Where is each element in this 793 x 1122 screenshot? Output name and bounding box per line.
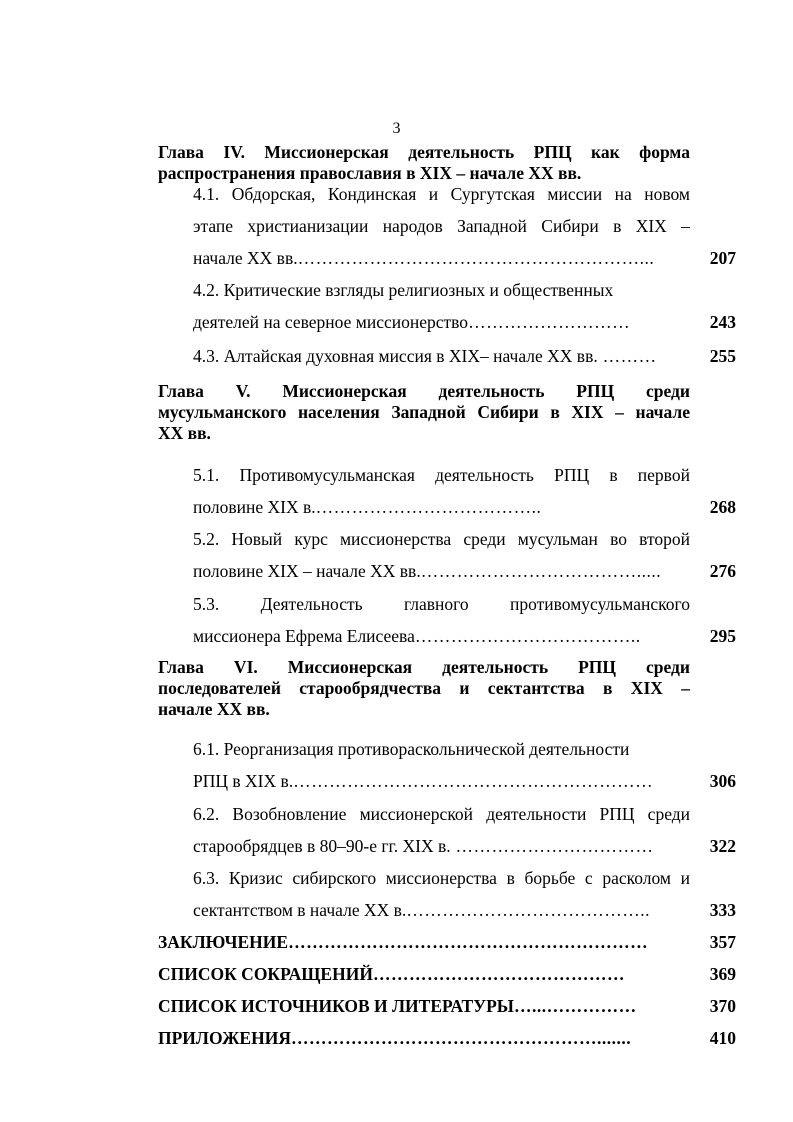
word: новом (644, 184, 690, 204)
section-4-3-page: 255 (709, 346, 736, 366)
leader-dots: …………………………………………………… (293, 771, 654, 791)
section-4-2-line-2: деятелей на северное миссионерство (193, 312, 469, 332)
chapter-6-title-line-2: последователей старообрядчества и сектантства в XIX – (158, 678, 690, 698)
section-5-3-line-2: миссионера Ефрема Елисеева (193, 626, 415, 646)
word: XIX (635, 216, 667, 236)
word: миссии (547, 184, 603, 204)
leader-dots: ……………………………………………....... (290, 1028, 632, 1048)
word: во (610, 529, 627, 549)
section-5-2-line-2: половине XIX – начале XX вв. (193, 561, 421, 581)
conclusion-page: 357 (709, 932, 736, 952)
word: второй (639, 529, 690, 549)
section-5-1-entry[interactable] (193, 496, 688, 518)
section-4-1-line-3: начале XX вв. (193, 248, 298, 268)
section-5-1-page: 268 (709, 497, 736, 517)
leader-dots: ……… (597, 346, 657, 366)
word: среди (647, 804, 690, 824)
chapter-5-title-line-1: Глава V. Миссионерская деятельность РПЦ среди (158, 381, 690, 401)
section-6-1-page: 306 (709, 771, 736, 791)
leader-dots: …………………………… (450, 836, 654, 856)
section-4-3-line-1: 4.3. Алтайская духовная миссия в XIX– начале XX вв. (193, 346, 598, 366)
word: христианизации (247, 216, 369, 236)
chapter-4-title (158, 142, 690, 184)
section-6-3-line-1 (193, 867, 690, 889)
section-4-2-page: 243 (709, 312, 736, 332)
chapter-6-title (158, 657, 690, 720)
word: сибирского (292, 868, 377, 888)
word: и (680, 868, 690, 888)
abbreviations-page: 369 (709, 964, 736, 984)
chapter-4-title-line-1: Глава IV. Миссионерская деятельность РПЦ как форма (158, 142, 690, 162)
word: 6.3. (193, 868, 220, 888)
word: первой (637, 465, 690, 485)
leader-dots: ………………………………….. (406, 900, 651, 920)
word: курс (294, 529, 328, 549)
section-5-1-line-1 (193, 464, 690, 486)
word: на (614, 184, 632, 204)
section-6-3-line-2: сектантством в начале XX в. (193, 900, 407, 920)
appendices-label: ПРИЛОЖЕНИЯ (158, 1028, 291, 1048)
section-6-3-page: 333 (709, 900, 736, 920)
word: Противомусульманская (239, 465, 415, 485)
section-4-1-page: 207 (709, 248, 736, 268)
word: мусульман (517, 529, 598, 549)
word: Сибири (541, 216, 599, 236)
word: противомусульманского (510, 594, 690, 614)
leader-dots: ……………………………….. (315, 497, 542, 517)
word: РПЦ (554, 465, 590, 485)
word: Возобновление (232, 804, 347, 824)
chapter-4-title-line-2: распространения православия в XIX – начале XX вв. (158, 163, 582, 183)
word: борьбе (524, 868, 576, 888)
word: народов (382, 216, 443, 236)
section-4-1-entry[interactable] (193, 247, 688, 269)
word: среди (463, 529, 506, 549)
leader-dots: …………………………………………………… (288, 932, 649, 952)
abbreviations-entry[interactable] (158, 963, 688, 985)
word: 5.3. (193, 594, 220, 614)
word: 6.2. (193, 804, 220, 824)
section-5-2-entry[interactable] (193, 560, 688, 582)
section-6-3-entry[interactable] (193, 899, 688, 921)
leader-dots: ……………………… (468, 312, 631, 332)
leader-dots: ………………………………..... (420, 561, 662, 581)
section-5-3-page: 295 (709, 626, 736, 646)
chapter-5-title-line-3: XX вв. (158, 423, 211, 443)
conclusion-label: ЗАКЛЮЧЕНИЕ (158, 932, 289, 952)
section-5-2-page: 276 (709, 561, 736, 581)
section-5-2-line-1 (193, 528, 690, 550)
word: миссионерства (339, 529, 452, 549)
section-4-1-line-2 (193, 215, 690, 237)
leader-dots: ……………………………….. (414, 626, 641, 646)
word: с (584, 868, 593, 888)
chapter-5-title-line-2: мусульманского населения Западной Сибири в XIX – начале (158, 402, 690, 422)
leader-dots: …………………………………… (372, 964, 625, 984)
word: Кондинская (327, 184, 417, 204)
section-6-1-line-2: РПЦ в XIX в. (193, 771, 294, 791)
section-6-2-entry[interactable] (193, 835, 688, 857)
section-5-1-line-2: половине XIX в. (193, 497, 316, 517)
section-4-2-line-1: 4.2. Критические взгляды религиозных и общественных (193, 280, 614, 300)
word: 5.1. (193, 465, 220, 485)
word: деятельность (435, 465, 534, 485)
word: Сургутская (450, 184, 535, 204)
word: Западной (457, 216, 527, 236)
sources-page: 370 (709, 996, 736, 1016)
word: и (428, 184, 439, 204)
leader-dots: …...…………… (513, 996, 637, 1016)
section-4-2-entry[interactable] (193, 311, 688, 333)
word: в (613, 216, 622, 236)
section-6-2-line-1 (193, 803, 690, 825)
chapter-6-title-line-3: начале XX вв. (158, 699, 270, 719)
appendices-entry[interactable] (158, 1027, 688, 1049)
word: в (609, 465, 618, 485)
word: миссионерства (385, 868, 497, 888)
word: Новый (231, 529, 283, 549)
section-6-1-entry[interactable] (193, 770, 688, 792)
word: 4.1. (193, 184, 220, 204)
word: главного (403, 594, 469, 614)
word: в (506, 868, 515, 888)
word: миссионерской (359, 804, 474, 824)
word: Деятельность (260, 594, 363, 614)
page-number: 3 (392, 120, 401, 137)
sources-label: СПИСОК ИСТОЧНИКОВ И ЛИТЕРАТУРЫ (158, 996, 514, 1016)
chapter-5-title (158, 381, 690, 444)
section-4-1-line-1 (193, 183, 690, 205)
section-5-3-entry[interactable] (193, 625, 688, 647)
word: – (681, 216, 690, 236)
word: этапе (193, 216, 234, 236)
word: РПЦ (599, 804, 635, 824)
section-4-3-entry[interactable] (193, 345, 688, 367)
section-5-3-line-1 (193, 593, 690, 615)
appendices-page: 410 (709, 1028, 736, 1048)
sources-entry[interactable] (158, 995, 688, 1017)
abbreviations-label: СПИСОК СОКРАЩЕНИЙ (158, 964, 373, 984)
word: расколом (602, 868, 671, 888)
section-6-1-line-1: 6.1. Реорганизация противораскольнической деятельности (193, 739, 630, 759)
word: Кризис (228, 868, 283, 888)
word: Обдорская, (231, 184, 316, 204)
leader-dots: …………………………………………………... (297, 248, 655, 268)
section-6-2-line-2: старообрядцев в 80–90-е гг. XIX в. (193, 836, 451, 856)
section-6-2-page: 322 (709, 836, 736, 856)
word: 5.2. (193, 529, 220, 549)
chapter-6-title-line-1: Глава VI. Миссионерская деятельность РПЦ среди (158, 657, 690, 677)
word: деятельности (486, 804, 587, 824)
conclusion-entry[interactable] (158, 931, 688, 953)
